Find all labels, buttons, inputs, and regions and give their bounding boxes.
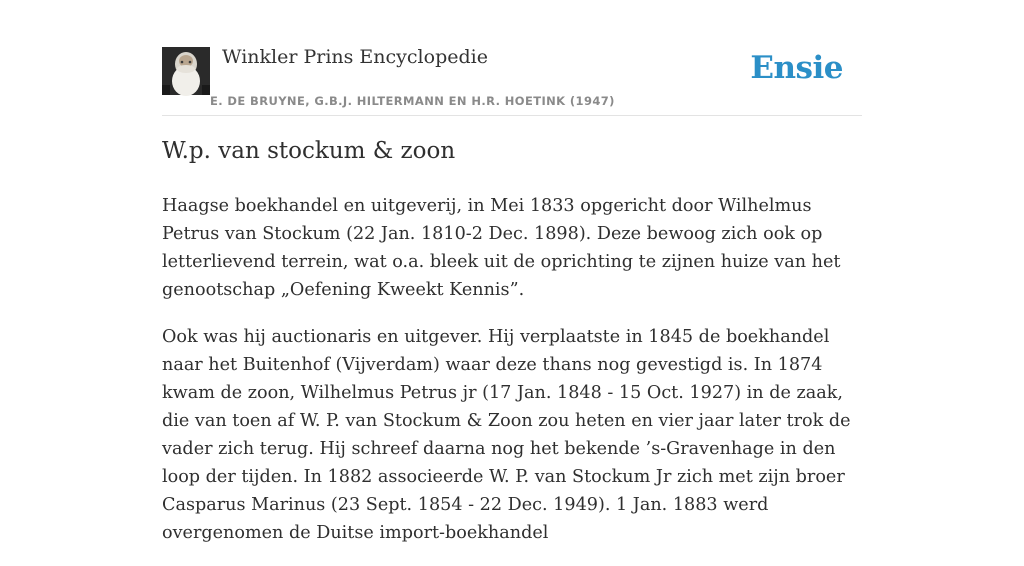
site-title[interactable]: Winkler Prins Encyclopedie bbox=[222, 46, 488, 68]
article-paragraph: Ook was hij auctionaris en uitgever. Hij verplaatste in 1845 de boekhandel naar het Buitenhof (Vijverdam) waar deze thans nog gevestigd is. In 1874 kwam de zoon, Wilhelmus Petrus jr (17 Jan. 1848 - 15 Oct. 1927) in de zaak, die van toen af W. P. van Stockum & Zoon zou heten en vier jaar later trok de vader zich terug. Hij schreef daarna nog het bekende ’s-Gravenhage in den loop der tijden. In 1882 associeerde W. P. van Stockum Jr zich met zijn broer Casparus Marinus (23 Sept. 1854 - 22 Dec. 1949). 1 Jan. 1883 werd overgenomen de Duitse import-boekhandel bbox=[162, 327, 851, 543]
article-title: W.p. van stockum & zoon bbox=[162, 138, 456, 164]
article-body bbox=[162, 192, 862, 566]
ensie-logo[interactable]: Ensie bbox=[750, 50, 843, 86]
site-header bbox=[162, 46, 862, 116]
bearded-man-portrait-icon bbox=[162, 47, 210, 95]
article-paragraph: Haagse boekhandel en uitgeverij, in Mei 1833 opgericht door Wilhelmus Petrus van Stockum (22 Jan. 1810-2 Dec. 1898). Deze bewoog zich ook op letterlievend terrein, wat o.a. bleek uit de oprichting te zijnen huize van het genootschap „Oefening Kweekt Kennis”. bbox=[162, 196, 841, 300]
author-avatar[interactable] bbox=[162, 47, 210, 95]
site-authors: E. DE BRUYNE, G.B.J. HILTERMANN EN H.R. HOETINK (1947) bbox=[210, 94, 615, 108]
